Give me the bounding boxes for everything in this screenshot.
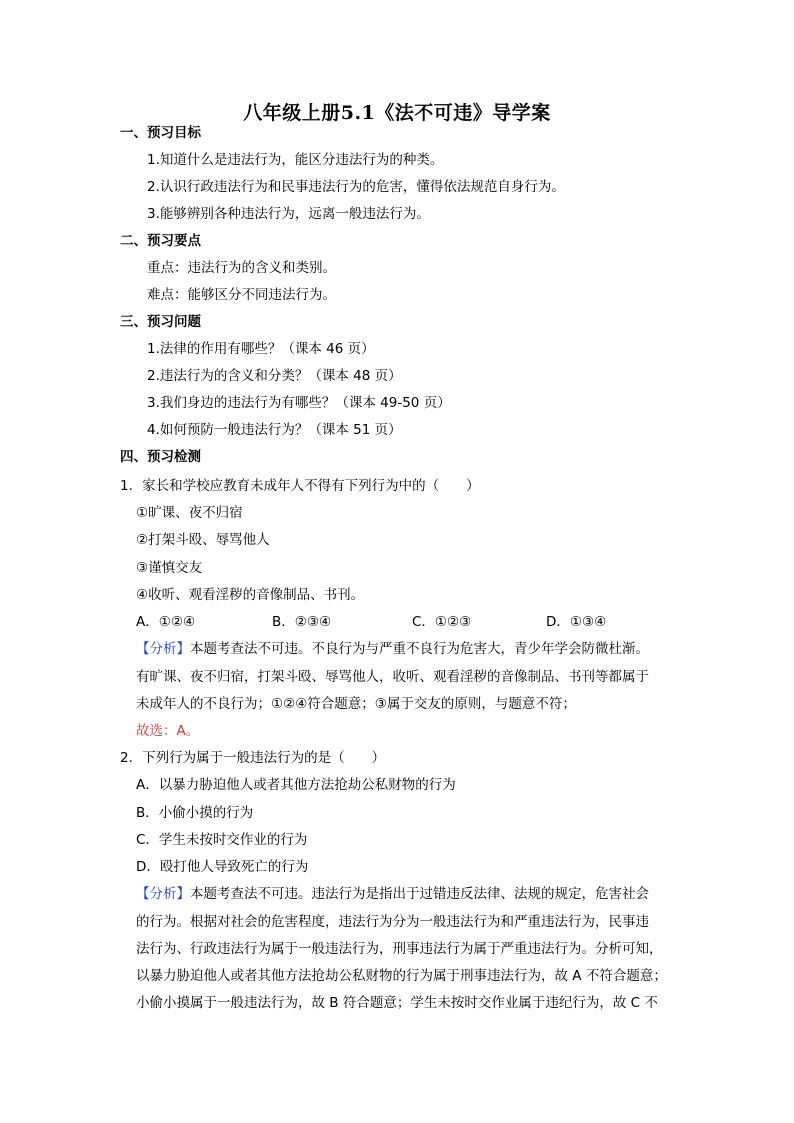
goal-item: 2.认识行政违法行为和民事违法行为的危害，懂得依法规范自身行为。 bbox=[147, 179, 565, 195]
question-item: 4.如何预防一般违法行为？（课本 51 页） bbox=[147, 422, 402, 438]
goal-item: 1.知道什么是违法行为，能区分违法行为的种类。 bbox=[147, 152, 444, 168]
section-heading-questions: 三、预习问题 bbox=[120, 314, 201, 330]
q2-analysis-line: 以暴力胁迫他人或者其他方法抢劫公私财物的行为属于刑事违法行为，故 A 不符合题意； bbox=[136, 968, 667, 984]
q1-option-c[interactable]: C．①②③ bbox=[412, 614, 472, 630]
q2-analysis-line: 小偷小摸属于一般违法行为，故 B 符合题意；学生未按时交作业属于违纪行为，故 C 不 bbox=[136, 995, 658, 1011]
q2-analysis-line: 的行为。根据对社会的危害程度，违法行为分为一般违法行为和严重违法行为，民事违 bbox=[136, 914, 649, 930]
section-heading-goals: 一、预习目标 bbox=[120, 125, 201, 141]
q1-analysis-line bbox=[136, 640, 649, 658]
section-heading-test: 四、预习检测 bbox=[120, 449, 201, 465]
q2-analysis-line: 法行为、行政违法行为属于一般违法行为，刑事违法行为属于严重违法行为。分析可知， bbox=[136, 941, 663, 957]
q1-option-b[interactable]: B．②③④ bbox=[272, 614, 332, 630]
key-point-item: 重点：违法行为的含义和类别。 bbox=[147, 260, 336, 276]
q1-option-d[interactable]: D．①③④ bbox=[546, 614, 607, 630]
goal-item: 3.能够辨别各种违法行为，远离一般违法行为。 bbox=[147, 206, 430, 222]
question-item: 1.法律的作用有哪些？（课本 46 页） bbox=[147, 341, 375, 357]
q1-item: ④收听、观看淫秽的音像制品、书刊。 bbox=[136, 587, 365, 603]
q2-option-d[interactable]: D．殴打他人导致死亡的行为 bbox=[136, 859, 309, 875]
q1-answer bbox=[136, 722, 199, 740]
q1-item: ③谨慎交友 bbox=[136, 560, 203, 576]
q1-option-a[interactable]: A．①②④ bbox=[136, 614, 196, 630]
q2-analysis-text: 本题考查法不可违。违法行为是指出于过错违反法律、法规的规定，危害社会 bbox=[190, 886, 649, 902]
q1-item: ①旷课、夜不归宿 bbox=[136, 505, 243, 521]
q1-item: ②打架斗殴、辱骂他人 bbox=[136, 532, 270, 548]
q1-analysis-line: 未成年人的不良行为；①②④符合题意；③属于交友的原则，与题意不符； bbox=[136, 696, 576, 712]
q1-answer-label: 故选： bbox=[136, 723, 177, 739]
q2-option-a[interactable]: A．以暴力胁迫他人或者其他方法抢劫公私财物的行为 bbox=[136, 777, 456, 793]
q1-stem: 1．家长和学校应教育未成年人不得有下列行为中的（ ） bbox=[120, 478, 480, 494]
q1-analysis-tag: 【分析】 bbox=[136, 641, 190, 657]
q1-analysis-line: 有旷课、夜不归宿，打架斗殴、辱骂他人，收听、观看淫秽的音像制品、书刊等都属于 bbox=[136, 669, 649, 685]
q2-option-b[interactable]: B．小偷小摸的行为 bbox=[136, 805, 254, 821]
q1-options bbox=[136, 613, 676, 631]
page-title: 八年级上册5.1《法不可违》导学案 bbox=[243, 102, 551, 124]
section-heading-key-points: 二、预习要点 bbox=[120, 233, 201, 249]
q1-analysis-text: 本题考查法不可违。不良行为与严重不良行为危害大，青少年学会防微杜渐。 bbox=[190, 641, 649, 657]
q2-analysis-tag: 【分析】 bbox=[136, 886, 190, 902]
q1-answer-value: A。 bbox=[176, 723, 200, 739]
q2-analysis-line bbox=[136, 885, 649, 903]
question-item: 2.违法行为的含义和分类？（课本 48 页） bbox=[147, 368, 402, 384]
q2-option-c[interactable]: C．学生未按时交作业的行为 bbox=[136, 832, 308, 848]
key-point-item: 难点：能够区分不同违法行为。 bbox=[147, 287, 336, 303]
question-item: 3.我们身边的违法行为有哪些？（课本 49-50 页） bbox=[147, 395, 451, 411]
q2-stem: 2．下列行为属于一般违法行为的是（ ） bbox=[120, 750, 386, 766]
